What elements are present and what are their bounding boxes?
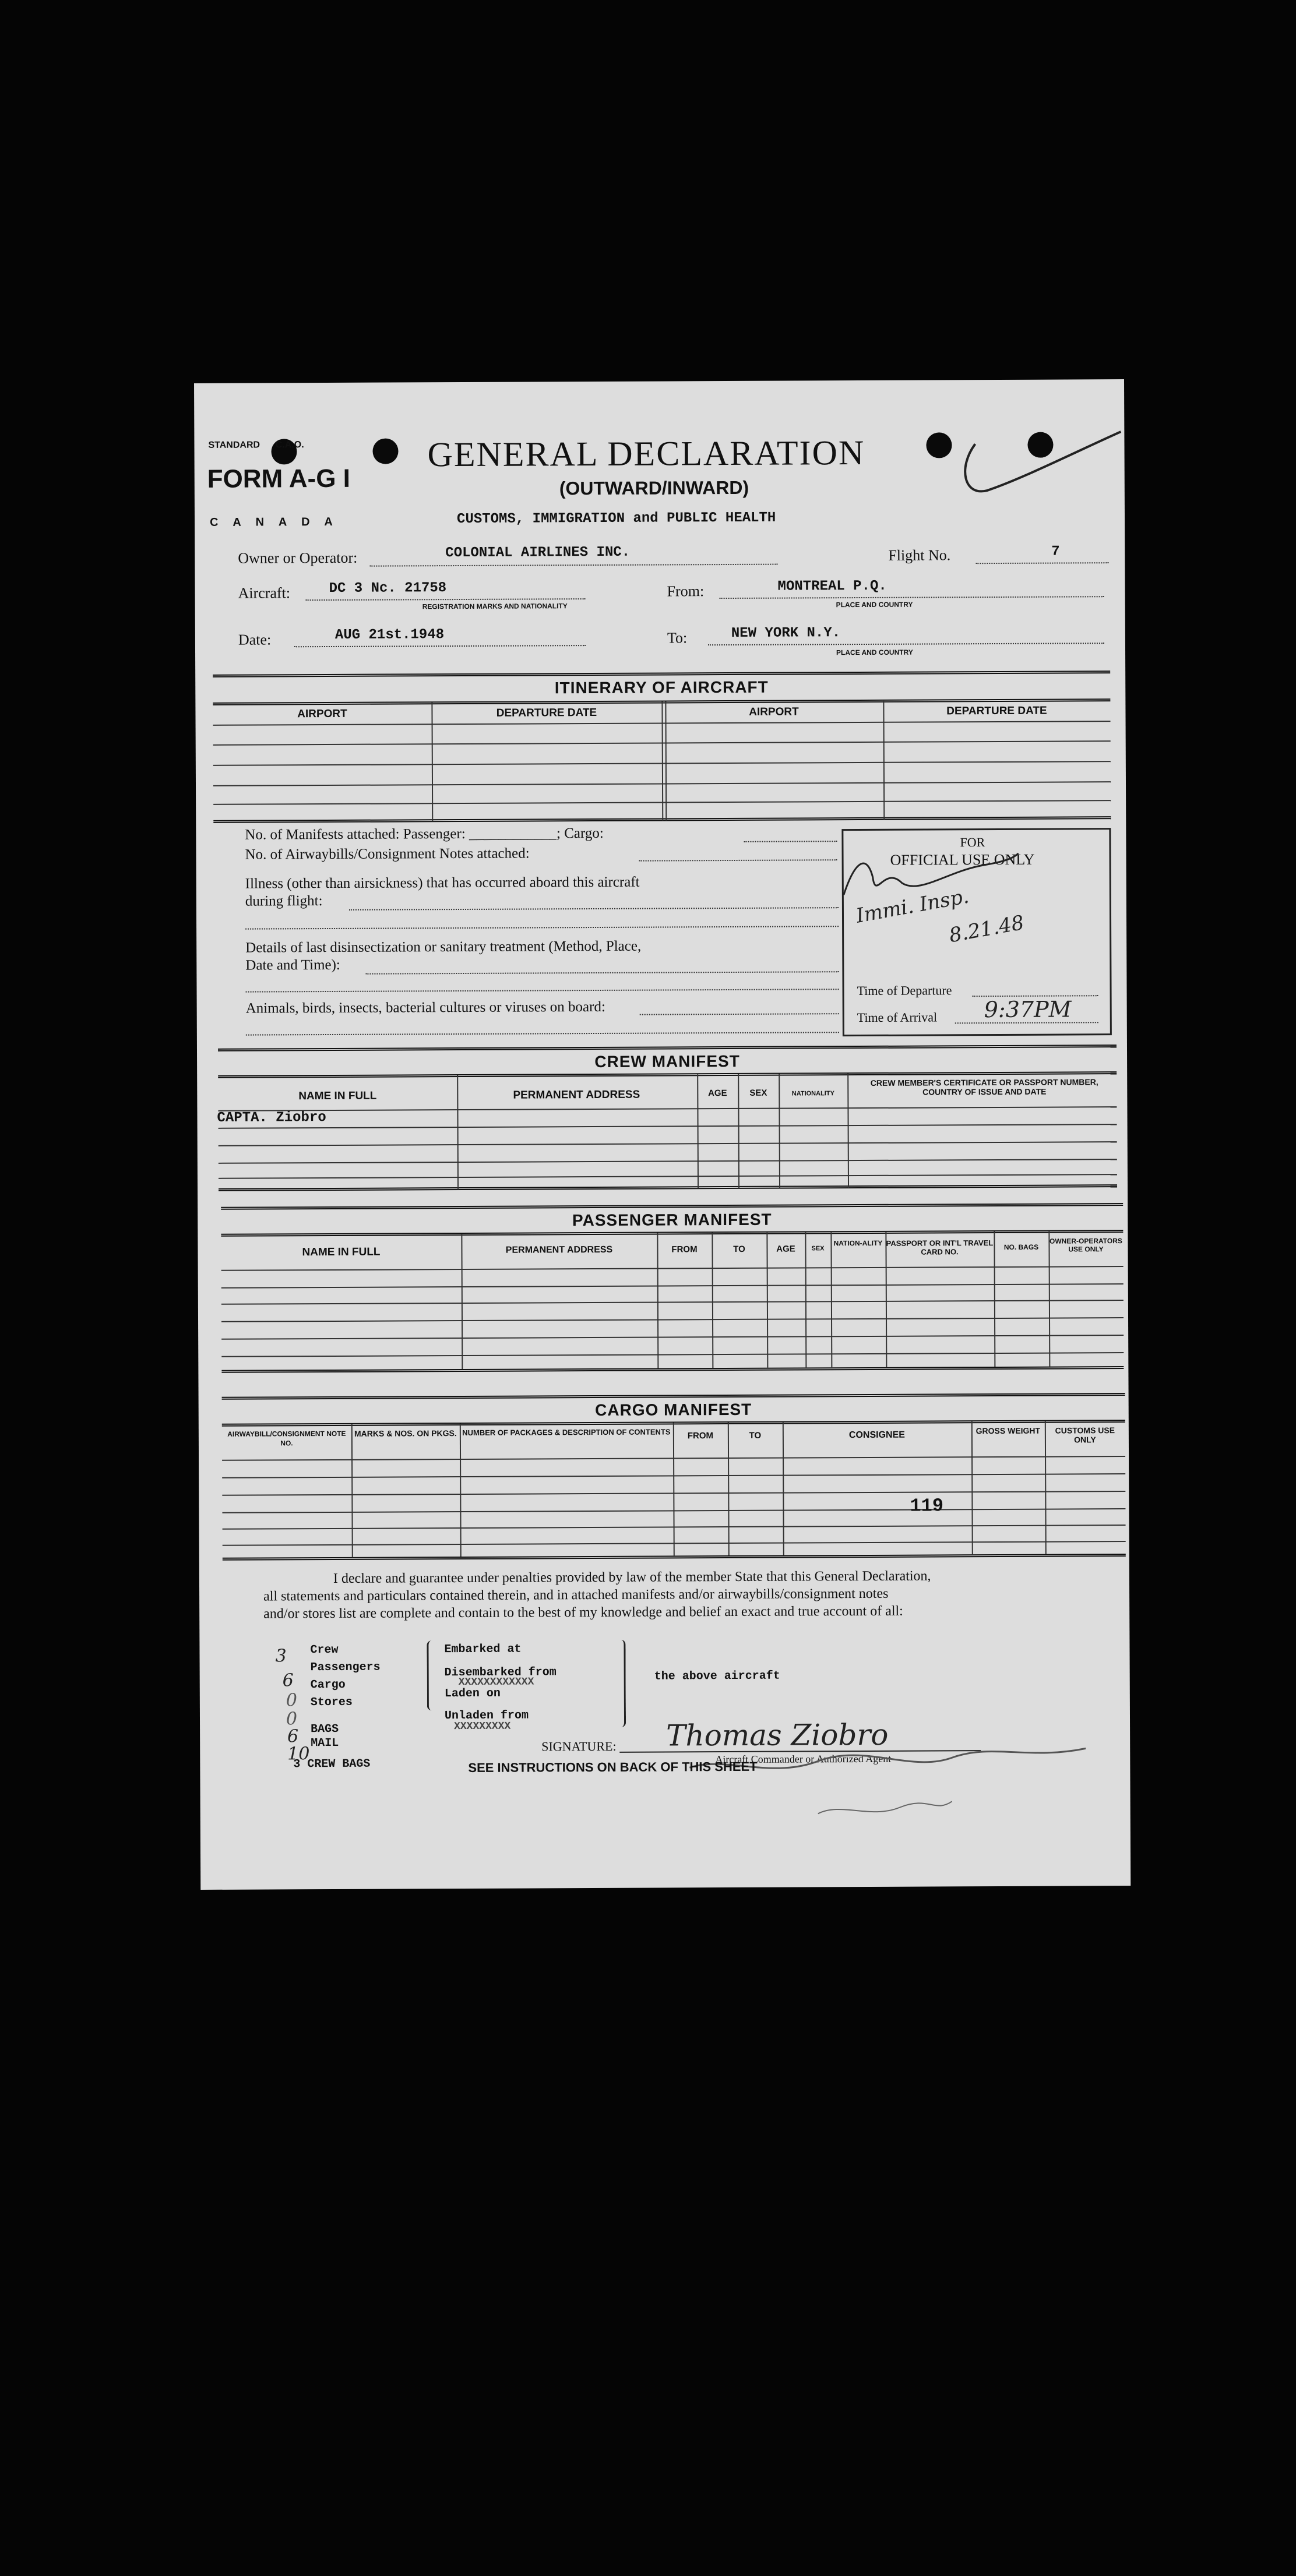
departure-time-label: Time of Departure: [857, 983, 952, 998]
summary-disembarked: Disembarked from: [444, 1665, 557, 1680]
aircraft-sublabel: REGISTRATION MARKS AND NATIONALITY: [422, 602, 568, 611]
passenger-header-address: PERMANENT ADDRESS: [505, 1244, 613, 1255]
general-declaration-form: [194, 379, 1131, 1890]
cargo-header-weight: GROSS WEIGHT: [975, 1425, 1041, 1436]
form-title: GENERAL DECLARATION: [427, 433, 865, 474]
summary-count-cargo: 0: [286, 1690, 298, 1711]
official-use-box: [841, 828, 1112, 1036]
passenger-header-passport: PASSPORT OR INT'L TRAVEL CARD NO.: [886, 1238, 994, 1257]
disinsect-label-2: Date and Time):: [245, 957, 340, 973]
summary-count-stores: 0: [286, 1709, 298, 1730]
date-label: Date:: [238, 631, 272, 648]
crew-row-1-name: CAPTA. Ziobro: [217, 1110, 326, 1126]
passenger-header-owner-use: OWNER-OPERATORS USE ONLY: [1049, 1237, 1122, 1254]
aircraft-value: DC 3 Nc. 21758: [329, 580, 447, 597]
summary-count-crew: 3: [275, 1646, 287, 1667]
cargo-header-customs: CUSTOMS USE ONLY: [1055, 1425, 1115, 1445]
pen-scribble-mark: [952, 403, 1127, 508]
to-label: To:: [667, 629, 688, 647]
cargo-header-packages: NUMBER OF PACKAGES & DESCRIPTION OF CONTENTS: [462, 1427, 671, 1438]
summary-item-mail: MAIL: [311, 1736, 339, 1751]
summary-embarked: Embarked at: [444, 1642, 522, 1657]
declaration-line-2: all statements and particulars contained therein, and in attached manifests and/or airwaybills/consignment notes: [263, 1586, 889, 1604]
cargo-header-from: FROM: [687, 1431, 714, 1441]
passenger-header-sex: SEX: [811, 1245, 825, 1252]
declaration-line-1: I declare and guarantee under penalties provided by law of the member State that this General Declaration,: [333, 1568, 931, 1586]
summary-laden: Laden on: [444, 1686, 501, 1701]
summary-item-crew-bags: 3 CREW BAGS: [293, 1757, 371, 1772]
official-handwritten-title: Immi. Insp.: [854, 884, 971, 928]
itinerary-header-departure-2: DEPARTURE DATE: [946, 704, 1047, 718]
punch-hole-3: [926, 432, 952, 458]
passenger-header-age: AGE: [776, 1244, 795, 1254]
signature-sublabel: Aircraft Commander or Authorized Agent: [715, 1752, 892, 1766]
from-value: MONTREAL P.Q.: [777, 578, 887, 595]
official-handwritten-date: 8.21.48: [947, 911, 1026, 948]
date-value: AUG 21st.1948: [334, 627, 445, 643]
outward-inward: (OUTWARD/INWARD): [559, 477, 749, 499]
animals-label: Animals, birds, insects, bacterial cultures or viruses on board:: [245, 998, 605, 1017]
crew-header-nationality: NATIONALITY: [791, 1090, 834, 1098]
arrival-time-label: Time of Arrival: [857, 1010, 938, 1025]
itinerary-header-airport-1: AIRPORT: [297, 707, 347, 721]
crew-header-sex: SEX: [749, 1088, 767, 1098]
left-brace: [427, 1640, 436, 1710]
summary-aircraft-note: the above aircraft: [654, 1669, 780, 1684]
crew-manifest-title: CREW MANIFEST: [594, 1051, 740, 1071]
passenger-header-from: FROM: [671, 1244, 698, 1255]
official-for: FOR: [960, 835, 985, 850]
owner-label: Owner or Operator:: [238, 549, 358, 567]
manifests-label: No. of Manifests attached: Passenger: ____________; Cargo:: [245, 825, 604, 843]
from-sublabel: PLACE AND COUNTRY: [836, 600, 913, 609]
summary-item-stores: Stores: [310, 1695, 353, 1710]
passenger-header-to: TO: [733, 1244, 745, 1254]
crew-header-certificate: CREW MEMBER'S CERTIFICATE OR PASSPORT NUMBER, COUNTRY OF ISSUE AND DATE: [870, 1077, 1098, 1097]
cargo-manifest-title: CARGO MANIFEST: [595, 1400, 752, 1420]
crew-header-name: NAME IN FULL: [298, 1089, 377, 1103]
form-subtitle: CUSTOMS, IMMIGRATION and PUBLIC HEALTH: [456, 510, 776, 528]
passenger-header-bags: NO. BAGS: [1003, 1243, 1039, 1251]
standard-label: STANDARD C.A.O.: [208, 440, 304, 450]
form-number: FORM A-G I: [207, 464, 351, 493]
crew-header-age: AGE: [708, 1088, 727, 1099]
cargo-header-consignee: CONSIGNEE: [848, 1430, 905, 1441]
to-value: NEW YORK N.Y.: [731, 625, 841, 641]
summary-count-bags: 6: [287, 1726, 299, 1747]
summary-item-passengers: Passengers: [310, 1660, 381, 1675]
illness-label-1: Illness (other than airsickness) that has occurred aboard this aircraft: [245, 874, 640, 892]
summary-unladen: Unladen from: [444, 1709, 529, 1723]
summary-item-cargo: Cargo: [310, 1678, 346, 1692]
passenger-header-nationality: NATION-ALITY: [833, 1238, 883, 1248]
official-use-label: OFFICIAL USE ONLY: [890, 851, 1035, 869]
summary-strikeout-2: XXXXXXXXX: [454, 1720, 511, 1733]
owner-value: COLONIAL AIRLINES INC.: [445, 544, 631, 562]
cargo-manifest-section: [222, 1393, 1126, 1566]
arrival-time-value: 9:37PM: [984, 996, 1072, 1023]
handwritten-annotation: [678, 1742, 1110, 1837]
summary-count-passengers: 6: [282, 1670, 294, 1691]
summary-item-bags: BAGS: [311, 1722, 339, 1737]
crew-header-address: PERMANENT ADDRESS: [513, 1088, 640, 1102]
itinerary-header-airport-2: AIRPORT: [749, 705, 799, 718]
flight-label: Flight No.: [888, 546, 951, 564]
declaration-line-3: and/or stores list are complete and contain to the best of my knowledge and belief an exact and true account of all:: [263, 1603, 903, 1622]
from-label: From:: [667, 583, 705, 600]
to-sublabel: PLACE AND COUNTRY: [836, 648, 913, 657]
country-label: C A N A D A: [209, 515, 339, 529]
passenger-header-name: NAME IN FULL: [302, 1245, 381, 1259]
flight-value: 7: [1051, 544, 1060, 560]
airwaybills-label: No. of Airwaybills/Consignment Notes attached:: [245, 845, 530, 863]
passenger-manifest-section: [221, 1203, 1124, 1382]
itinerary-header-departure-1: DEPARTURE DATE: [496, 706, 597, 719]
signature-value: Thomas Ziobro: [666, 1717, 889, 1753]
itinerary-section: [213, 671, 1111, 823]
right-brace: [617, 1640, 626, 1727]
cargo-header-marks: MARKS & NOS. ON PKGS.: [354, 1428, 457, 1438]
cargo-header-airwaybill: AIRWAYBILL/CONSIGNMENT NOTE NO.: [227, 1429, 346, 1448]
cargo-weight-value: 119: [910, 1495, 944, 1517]
summary-strikeout-1: XXXXXXXXXXXX: [458, 1676, 534, 1689]
cargo-header-to: TO: [749, 1430, 762, 1441]
itinerary-title: ITINERARY OF AIRCRAFT: [554, 677, 769, 697]
summary-count-mail: 10: [287, 1744, 310, 1765]
punch-hole-2: [372, 438, 398, 464]
disinsect-label-1: Details of last disinsectization or sanitary treatment (Method, Place,: [245, 938, 642, 956]
aircraft-label: Aircraft:: [238, 584, 291, 602]
passenger-manifest-title: PASSENGER MANIFEST: [572, 1210, 772, 1230]
instructions-note: SEE INSTRUCTIONS ON BACK OF THIS SHEET: [468, 1759, 758, 1775]
crew-manifest-section: [218, 1044, 1117, 1191]
summary-item-crew: Crew: [310, 1643, 339, 1657]
signature-label: SIGNATURE:: [541, 1738, 617, 1754]
illness-label-2: during flight:: [245, 893, 323, 909]
